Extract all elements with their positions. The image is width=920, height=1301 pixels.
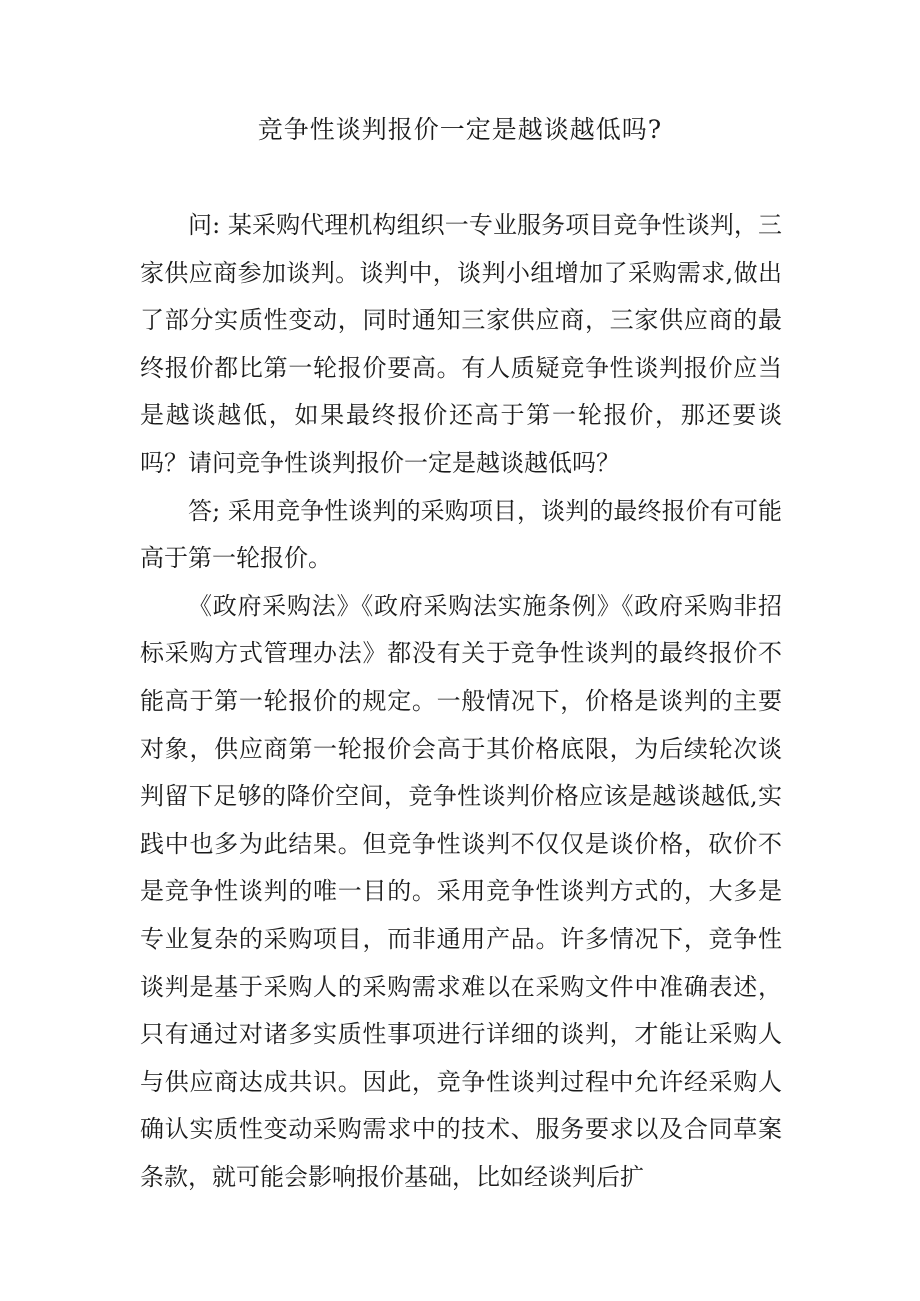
question-paragraph: 问: 某采购代理机构组织一专业服务项目竞争性谈判，三家供应商参加谈判。谈判中，谈判小组增加了采购需求,做出了部分实质性变动，同时通知三家供应商，三家供应商的最终报价都比第一轮报价要高。有人质疑竞争性谈判报价应当是越谈越低，如果最终报价还高于第一轮报价，那还要谈吗？请问竞争性谈判报价一定是越谈越低吗？ (140, 211, 782, 477)
answer-paragraph: 答; 采用竞争性谈判的采购项目，谈判的最终报价有可能高于第一轮报价。 (140, 496, 782, 573)
explanation-paragraph: 《政府采购法》《政府采购法实施条例》《政府采购非招标采购方式管理办法》都没有关于竞争性谈判的最终报价不能高于第一轮报价的规定。一般情况下，价格是谈判的主要对象，供应商第一轮报价会高于其价格底限，为后续轮次谈判留下足够的降价空间，竞争性谈判价格应该是越谈越低,实践中也多为此结果。但竞争性谈判不仅仅是谈价格，砍价不是竞争性谈判的唯一目的。采用竞争性谈判方式的，大多是专业复杂的采购项目，而非通用产品。许多情况下，竞争性谈判是基于采购人的采购需求难以在采购文件中准确表述，只有通过对诸多实质性事项进行详细的谈判，才能让采购人与供应商达成共识。因此，竞争性谈判过程中允许经采购人确认实质性变动采购需求中的技术、服务要求以及合同草案条款，就可能会影响报价基础，比如经谈判后扩 (140, 591, 782, 1191)
document-body (140, 202, 782, 1201)
document-title: 竞争性谈判报价一定是越谈越低吗? (257, 115, 663, 144)
